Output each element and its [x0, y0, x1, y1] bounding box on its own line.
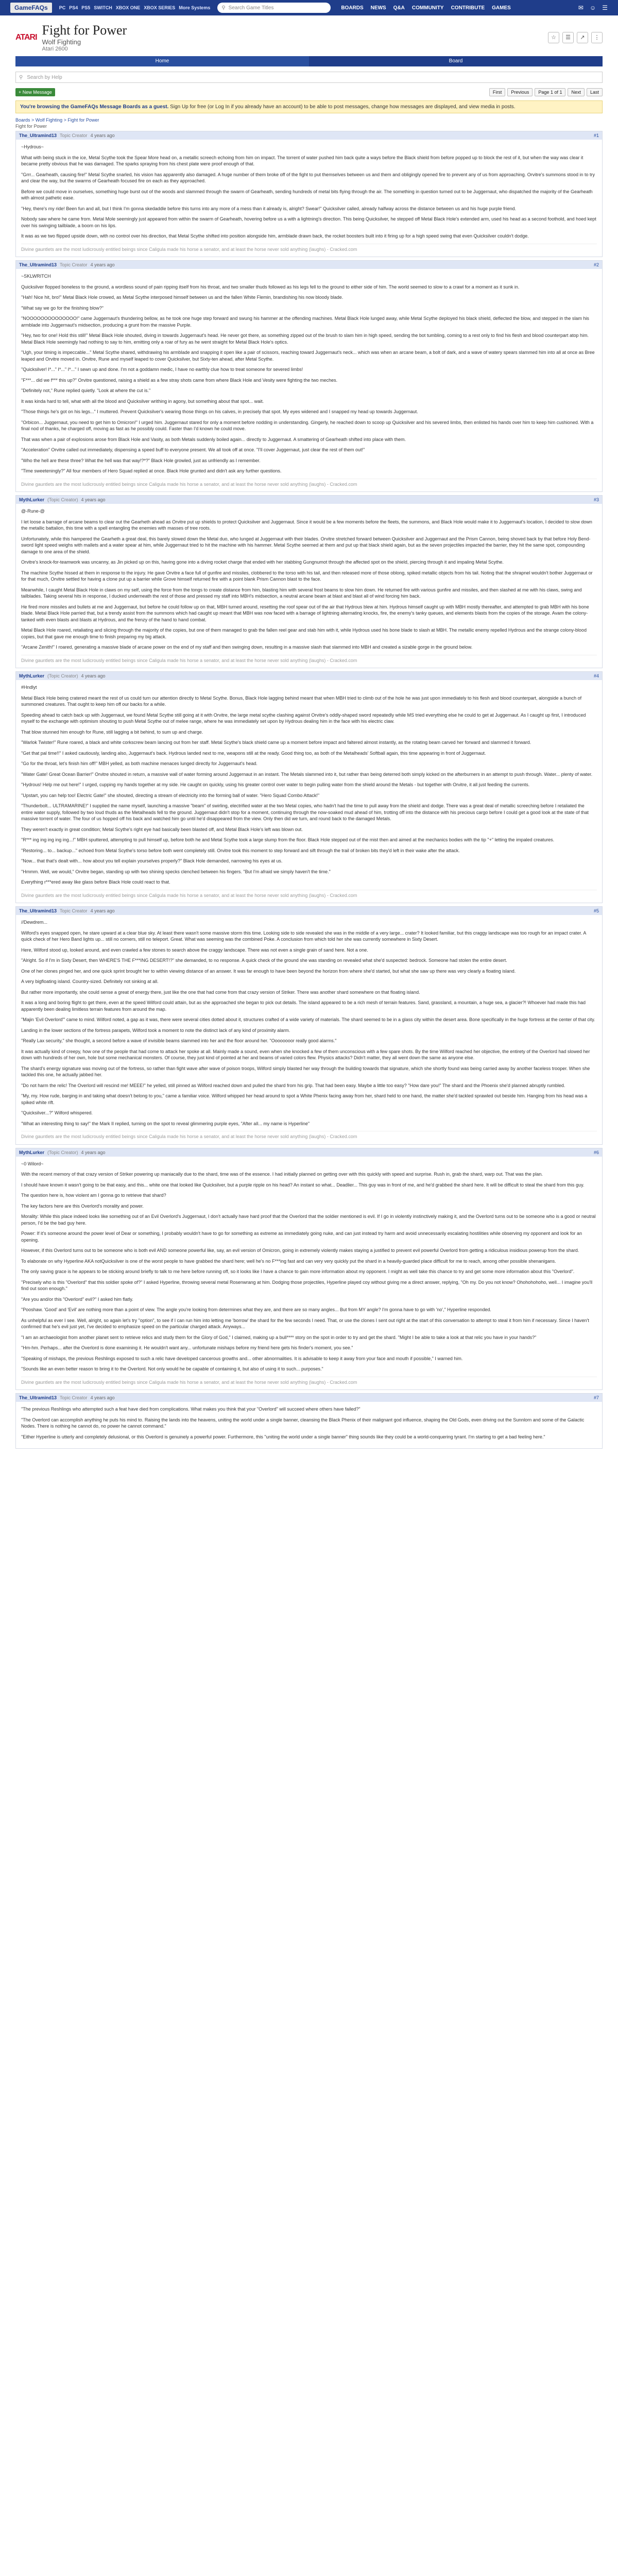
message-paragraph: I let loose a barrage of arcane beams to clear out the Gearheth ahead as Orvitre put up shields to protect Quicksilver and Juggernaut. Since it would be a few moments before the fleets, the summons, and Black Hole would make it to Juggernaut's location, I decided to slow down the metallic battalion, this time with a spell entangling the enemies with masses of tree roots.	[21, 519, 592, 531]
message-body	[16, 504, 602, 668]
message-body	[16, 915, 602, 1144]
message-paragraph: Meanwhile, I caught Metal Black Hole in claws on my self, using the force from the tongs to create distance from him, blasting him with several frost beams to slow him down. He returned fire with various gunfire and missiles, and then slashed at me with his claws, swing and tailblades. Taking several hits in response, I ducked underneath the rest of those and pressed my staff into MBH's midsection, a neutral arcane beam at blast and blast all of wind forcing him back.	[21, 587, 582, 599]
pager	[489, 88, 603, 96]
board-search-placeholder: Search by Help	[27, 74, 62, 80]
message-paragraph: "Hmmm. Well, we would," Orvitre began, standing up with two shining specks clenched between his fingers. "But I'm afraid we simply haven't the time."	[21, 869, 331, 874]
message-paragraph: "Hey, two for one! Hold this still!" Metal Black Hole shouted, diving in towards Juggernaut's head. He never got there, as something zipped out of the brush to slam him in high speed, sending the bot tumbling, coming to a rest only to find his flesh and blood counterpart atop him. Metal Black Hole seemingly had nothing to say to him, emitting only a roar of fury as he went straight for Metal Black Hole's optics.	[21, 333, 589, 345]
platform-link[interactable]: PS5	[81, 5, 91, 10]
message-body	[16, 1157, 602, 1390]
message-paragraph: It was as we two flipped upside down, with no control over his direction, that Metal Scythe shifted into position alongside him, armblade drawn back, the rocket boosters built into it firing up for a high speed swing that even Quicksilver couldn't dodge.	[21, 233, 529, 239]
message-paragraph: "Grrr... Gearheath, causing fire!" Metal Scythe snarled, his vision has apparently also damaged. A huge number of them broke off of the fight to put themselves between us and them and obligingly opened fire to prevent any of us from approaching. Orvitre's summons stood in to try and clear the way, but the swarms of Gearheath focused fire on each as they approached.	[21, 172, 595, 183]
message-paragraph: "Hah! Nice hit, bro!" Metal Black Hole crowed, as Metal Scythe interposed himself between us and the fallen White Flemin, brandishing his now bloody blade.	[21, 295, 344, 300]
breadcrumb[interactable]: Boards > Wolf Fighting > Fight for Power	[15, 117, 99, 123]
message-paragraph: Everything r***ered away like glass before Black Hole could react to that.	[21, 879, 170, 885]
search-icon: ⚲	[221, 5, 226, 11]
message-paragraph: "Who the hell are these three? What the hell was that way!?*?" Black Hole growled, just as unfriendly as I remember.	[21, 457, 261, 463]
platform-nav	[59, 5, 211, 10]
message-list	[15, 131, 603, 1449]
message-signature: Divine gauntlets are the most ludicrously entitled beings since Caligula made his horse a senator, and at least the horse never sold anything (laughs) - Cracked.com	[21, 244, 597, 253]
message-paragraph: "Water Gate! Great Ocean Barrier!" Orvitre shouted in return, a massive wall of water forming around Juggernaut in an instant. The Metals slammed into it, but rather than being deterred both simply kicked on the afterburners in an attempt to push through. Water... plenty of water.	[21, 771, 593, 777]
pager-current[interactable]: Page 1 of 1	[535, 88, 565, 96]
nav-link[interactable]: BOARDS	[341, 5, 364, 11]
message-number[interactable]: #3	[593, 497, 599, 502]
message-paragraph: "Pooshaw. 'Good' and 'Evil' are nothing more than a point of view. The angle you're looking from determines what they are, and there are so many angles... But from MY angle? I'm gonna have to go with 'no'," Hyperline responded.	[21, 1307, 491, 1312]
message-header	[16, 1148, 602, 1157]
message-paragraph: The machine Scythe hissed at them in response to the injury. He gave Orvitre a face full of gunfire and missiles, clobbered to the torso with his tail, and then released more of those oblong, spiked metallic objects from his tail. Noting that the shrapnel wouldn't bother Juggernaut or for that much, Orvitre settled for having a clone put up a barrier while Grove himself returned fire with a point blank Prism Cannon blast to the face.	[21, 570, 593, 582]
message-paragraph: "Really Lax security," she thought, a second before a wave of invisible beams slammed into her and the floor around her. "Oooooooor really good alarms."	[21, 1038, 337, 1043]
collection-icon[interactable]: ☰	[562, 32, 574, 43]
message-signature: Divine gauntlets are the most ludicrously entitled beings since Caligula made his horse a senator, and at least the horse never sold anything (laughs) - Cracked.com	[21, 1131, 597, 1140]
message-post	[15, 1393, 603, 1449]
topic-title: Fight for Power	[15, 124, 47, 129]
message-paragraph: @-Rune-@	[21, 509, 45, 514]
platform-link[interactable]: More Systems	[179, 5, 211, 10]
site-header	[0, 0, 618, 15]
message-paragraph: "Go for the throat, let's finish him off!" MBH yelled, as both machine menaces lunged directly for Juggernaut's head.	[21, 761, 258, 766]
message-paragraph: Speeding ahead to catch back up with Juggernaut, we found Metal Scythe still going at it with Orvitre, the large metal scythe clashing against Orvitre's oddly-shaped sword repeatedly while MS tried everything else he could to get at Juggernaut. As I caught up first, I introduced myself to the exchange with optimism shouting to push Metal Scythe out of melee range, where he was immediately set upon by Hydrous dealing him in the face with his electric claw.	[21, 712, 586, 724]
message-paragraph: "The previous Reshlings who attempted such a feat have died from complications. What makes you think that your "Overlord" will succeed where others have failed?"	[21, 1406, 360, 1412]
message-paragraph: Landing in the lower sections of the fortress parapets, Wilford took a moment to note the distinct lack of any kind of proximity alarm.	[21, 1027, 290, 1033]
message-paragraph: "Thunderbolt... ULTRAMARINE!" I supplied the name myself, launching a massive "beam" of swirling, electrified water at the two Metal copies, who hadn't had the time to pull away from the shield and dodge. There was a great deal of metallic screeching before I retaliated the entire water supply, followed by two loud thuds as the Metalheads fell to the ground. Juggernaut didn't stop for a moment, continuing through the now-soaked mud ahead of him, trotting off into the distance with his precious cargo before I could get a good look at the state of that massive torrent of water. The four of us hopped off his back and watched him go until he'd disappeared from the view. Only then did we turn, and round back to the damaged Metals.	[21, 803, 589, 821]
message-paragraph: "My, my. How rude, barging in and taking what doesn't belong to you," came a familiar voice. Wilford whipped her head around to spot a White Phenix facing away from her, shard held to one hand, the matter she'd tackled sprawled out beside him. Hanging from his head was a spiked white rift.	[21, 1093, 588, 1105]
message-number[interactable]: #6	[593, 1149, 599, 1155]
message-paragraph: //Dewdrem...	[21, 920, 48, 925]
message-post	[15, 495, 603, 668]
message-paragraph: "Upstart, you can help too! Electric Gate!" she shouted, directing a stream of electricity into the forming ball of water. "Hero Squad Combo Attack!"	[21, 792, 320, 798]
message-signature: Divine gauntlets are the most ludicrously entitled beings since Caligula made his horse a senator, and at least the horse never sold anything (laughs) - Cracked.com	[21, 1377, 597, 1386]
tab-board[interactable]: Board	[309, 56, 603, 66]
message-paragraph: The key factors here are this Overlord's morality and power.	[21, 1203, 144, 1209]
pager-previous[interactable]: Previous	[507, 88, 533, 96]
message-paragraph: "Hydrous! Help me out here!" I urged, cupping my hands together at my side. He caught on quickly, using his greater control over water to begin pulling water from the shield around the Metals - but together with Orvitre, it all just feeding the currents.	[21, 782, 530, 787]
message-paragraph: "Now... that that's dealt with... how about you tell explain yourselves properly?" Black Hole demanded, narrowing his eyes at us.	[21, 858, 283, 863]
message-post	[15, 131, 603, 257]
message-paragraph: ~0 Wilord~	[21, 1161, 44, 1166]
message-paragraph: "What say we go for the finishing blow?"	[21, 305, 104, 311]
message-paragraph: "Hey, there's my ride! Been fun and all, but I think I'm gonna skedaddle before this turns into any more of a mess than it already is, alright? Swear!" Quicksilver called, already halfway across the distance between us and his huge purple friend.	[21, 206, 517, 211]
board-controls	[15, 88, 603, 96]
message-paragraph: ~SKLWRITCH	[21, 274, 51, 279]
message-author[interactable]: MythLurker	[19, 1149, 45, 1155]
author-role: Topic Creator	[60, 908, 88, 913]
message-paragraph: ~Hydrous~	[21, 144, 44, 149]
message-paragraph: It was actually kind of creepy, how one of the people that had come to attack her spoke at all. Mainly made a sound, even when she knocked a few of them unconscious with a few spare shots. By the time Wilford reached her objective, the entirety of the Overlord had slowed her down with hundreds of her own, hole but some mechanical monsters. Of course, they just kind of pointed at her and beams of varied colors flew. Physics attacks? Didn't matter, they all went down the same as anyone else.	[21, 1048, 590, 1060]
message-paragraph: "I am an archaeologist from another planet sent to retrieve relics and study them for the Glory of God," I claimed, making up a bull**** story on the spot in order to try and get the shard. "Might I be able to take a look at that relic you have in your hands?"	[21, 1334, 537, 1340]
message-author[interactable]: The_Ultramind13	[19, 133, 57, 138]
message-paragraph: Wilford's eyes snapped open, he stare upward at a clear blue sky. At least there wasn't some massive storm this time. Looking side to side revealed she was in the middle of a very large... crater? It looked familiar, but this craggy landscape was too rough for an impact crater. A quick check of her Hero Band lights up... still no corners, still no teleport. Great. What was seeming was the combined Poke. A conclusion from which told her she was currently somewhere in Sixty Desert.	[21, 930, 586, 942]
nav-link[interactable]: CONTRIBUTE	[451, 5, 485, 11]
author-role: Topic Creator	[60, 262, 88, 267]
pager-first[interactable]: First	[489, 88, 506, 96]
tab-home[interactable]: Home	[155, 58, 169, 64]
game-platform[interactable]: Atari 2600	[42, 46, 68, 52]
message-header	[16, 1394, 602, 1402]
message-paragraph: The shard's energy signature was moving out of the fortress, so rather than fight wave after wave of poison troops, Wilford simply blasted her way through the building towards that signature, which she shortly found was being carried away by another faceless trooper. When she tackled this one, he actually jabbed her.	[21, 1065, 590, 1077]
author-role: (Topic Creator)	[47, 1149, 78, 1155]
message-paragraph: Unfortunately, while this hampered the Gearheth a great deal, this barely slowed down the Metal duo, who lunged at Juggernaut with their blades. Orvitre stretched forward between Quicksilver and Juggernaut and the Prism Cannon, being shoved back by that before Holy Bend-sword light speed weighs with mallets and a water spear at him, while Juggernaut tried to hit the machine with his hammer. Metal Scythe seemed at them and put up that black shield again, but as the seven projectiles impacted the barrier, they hit the same spot, compounding damage to one area of the shield.	[21, 536, 591, 554]
game-header	[15, 15, 603, 56]
message-paragraph: Orvitre's knock-for-teamwork was uncanny, as Jin picked up on this, having gone into a diving rocket charge that ended with her stabbing Gungnumot through the affected spot on the shield, piercing through it and impaling Metal Scythe.	[21, 560, 504, 565]
message-number[interactable]: #1	[593, 133, 599, 138]
message-paragraph: "Arcane Zenith!" I roared, generating a massive blade of arcane power on the end of my staff and then swinging down, resulting in a massive slash that slammed into MBH and created a sizable gorge in the ground below.	[21, 645, 473, 650]
message-author[interactable]: The_Ultramind13	[19, 262, 57, 267]
board-search-input[interactable]	[15, 72, 603, 83]
message-author[interactable]: MythLurker	[19, 497, 45, 502]
game-search-placeholder: Search Game Titles	[228, 5, 274, 11]
message-paragraph: "Quicksilver...?" Wilford whispered.	[21, 1110, 93, 1115]
nav-link[interactable]: COMMUNITY	[411, 5, 444, 11]
message-paragraph: Power: If it's someone around the power level of Dear or something, I probably wouldn't have to go for something as extreme as immediately going nuke, and can just instead try harm and avoid unnecessarily escalating hostilities while observing my opponent and look for an opening.	[21, 1231, 582, 1243]
message-paragraph: "Hm-hm. Perhaps... after the Overlord is done examining it. He wouldn't want any... unfortunate mishaps before my friend here gets his finder's moment, you see."	[21, 1345, 353, 1350]
game-search-input[interactable]	[217, 3, 331, 13]
message-number[interactable]: #5	[593, 908, 599, 913]
message-signature: Divine gauntlets are the most ludicrously entitled beings since Caligula made his horse a senator, and at least the horse never sold anything (laughs) - Cracked.com	[21, 655, 597, 664]
platform-link[interactable]: PS4	[69, 5, 78, 10]
nav-link[interactable]: Q&A	[393, 5, 405, 11]
platform-link[interactable]: XBOX SERIES	[144, 5, 176, 10]
favorite-icon[interactable]: ☆	[548, 32, 559, 43]
message-paragraph: "Ugh, your timing is impeccable..." Metal Scythe shared, withdrawing his armblade and snapping it open like a pair of scissors, reaching toward Juggernaut's neck... which was when an arcane beam, a bolt of dark, and a wave of watery spears slammed him into all at once as Bree leaped and Orvitre moved in. Orvitre, Rune and myself leaped to cover Quicksilver, but Sixty-ten ahead, after Metal Scythe.	[21, 350, 595, 362]
message-body	[16, 1402, 602, 1448]
platform-link[interactable]: XBOX ONE	[115, 5, 141, 10]
message-paragraph: "Acceleration" Orvitre called out immediately, dispensing a speed buff to everyone present. We all took off at once. "I'll cover Juggernaut, just clear the rest of them out!"	[21, 447, 365, 452]
message-paragraph: He fired more missiles and bullets at me and Juggernaut, but before he could follow up on that, MBH turned around, resetting the roof spear out of the air that Hydrous blew at him. Hydrous himself caught up with MBH mostly thereafter, and attempted to grab MBH with his bone blade. Metal Black Hole parried that, but a trendy assist from the summons which had caught up meant that MBH was now faced with a barrage of lightning alternating knocks, fire, the enemy's tanky queues, and elements blasts from the copies of the storage. Avam the colony-tanked with even blasts and blasts at Hydrous, and the frenzy of the hand to hand combat.	[21, 604, 589, 622]
message-time: 4 years ago	[81, 673, 106, 679]
message-paragraph: That was when a pair of explosions arose from Black Hole and Vasity, as both Metals suddenly boiled again... directly to Juggernaut. A smattering of Gearheath shifted into place with them.	[21, 436, 406, 442]
message-paragraph: But rather more importantly, she could sense a great of energy there, just like the one that had come from that crazy version of Striker. There was another shard somewhere on that floating island.	[21, 989, 420, 995]
message-time: 4 years ago	[90, 262, 115, 267]
message-author[interactable]: The_Ultramind13	[19, 1395, 57, 1400]
message-signature: Divine gauntlets are the most ludicrously entitled beings since Caligula made his horse a senator, and at least the horse never sold anything (laughs) - Cracked.com	[21, 479, 597, 488]
game-actions	[548, 32, 603, 43]
message-paragraph: I should have known it wasn't going to be that easy, and this... white one that looked like Quicksilver, but a purple ripple on his head? An instant so what... Deadlier... This guy was in front of me, and he'd grabbed the shard here. It will be difficult to steal the shard from this guy.	[21, 1182, 585, 1188]
guest-notice	[15, 100, 603, 113]
new-message-button[interactable]: + New Message	[15, 88, 55, 96]
message-time: 4 years ago	[81, 1149, 106, 1155]
message-body	[16, 269, 602, 492]
message-number[interactable]: #4	[593, 673, 599, 679]
message-paragraph: #Hndlyt	[21, 685, 37, 690]
message-paragraph: "Restoring... to... backup..." echoed from Metal Scythe's torso before both went completely still. Orvitre took this moment to step forward and sift through the trail of broken bits they'd left in their wake after the attack.	[21, 848, 460, 853]
message-paragraph: Nobody saw where he came from. Metal Mole seemingly just appeared from within the swarm of Gearheath, hovering before us a with a lightning's direction. This being Quicksilver, he stepped off Metal Black Hole's extended arm, used his head as a second foothold, and hoed kept over his swinging tailblade, a boom on his lips.	[21, 216, 596, 228]
site-logo[interactable]: GameFAQs	[10, 3, 52, 13]
message-paragraph: "Definitely not," Rune replied quietly. "Look at where the cut is."	[21, 388, 151, 393]
message-header	[16, 907, 602, 915]
publisher-logo: ATARI	[15, 32, 37, 42]
message-author[interactable]: The_Ultramind13	[19, 908, 57, 913]
author-role: (Topic Creator)	[47, 497, 78, 502]
message-paragraph: To elaborate on why Hyperline AKA notQuicksilver is one of the worst people to have grabbed the shard here; well he's no F***ing fast and can very very quickly put the shard in a heavily-guarded place difficult for me to reach, among other possible shenanigans.	[21, 1258, 556, 1264]
guest-notice-lead: You're browsing the GameFAQs Message Boards as a guest.	[20, 104, 169, 110]
message-paragraph: The only saving grace is he appears to be sticking around briefly to talk to me here before running off, so it looks like I have a chance to gain more information about my opponent. I might as well take this chance to try and get some more information about this "Overlord".	[21, 1269, 575, 1274]
game-tabs	[15, 56, 603, 66]
message-paragraph: That blow stunned him enough for Rune, still lagging a bit behind, to sum up and charge.	[21, 729, 203, 735]
main-nav	[341, 5, 510, 11]
menu-icon[interactable]: ☰	[602, 4, 608, 11]
message-number[interactable]: #2	[593, 262, 599, 267]
more-icon[interactable]: ⋮	[591, 32, 603, 43]
message-post	[15, 671, 603, 903]
message-post	[15, 1148, 603, 1391]
pager-next[interactable]: Next	[568, 88, 585, 96]
message-time: 4 years ago	[90, 133, 115, 138]
message-paragraph: "F***... did we f*** this up?" Orvitre questioned, raising a shield as a few stray shots came from where Black Hole and Vesity were fighting the two meches.	[21, 377, 338, 383]
message-paragraph: "Majin 'Evil Overlord'" came to mind. Wilford noted, a gap as it was, there were several cities dotted about it, structures crafted of a wide variety of materials. The shard seemed to be in a glass city within the desert area. Bone specifically in the huge fortress at the center of that city.	[21, 1017, 595, 1022]
pager-last[interactable]: Last	[587, 88, 603, 96]
message-paragraph: Here, Wilford stood up, looked around, and even crawled a few stones to search above the craggy landscape. There was not even a single grain of sand here. Not a one.	[21, 947, 368, 953]
message-paragraph: Morality: While this place indeed looks like something out of an Evil Overlord's Juggernaut, I don't actually have hard proof that the Overlord that the soldier mentioned is evil. If I go in violently instinctively making it, and the Overlord turns out to be someone who is a good or neutral person, I'd be the bad guy here.	[21, 1214, 596, 1226]
message-paragraph: "Either Hyperline is utterly and completely delusional, or this Overlord is genuinely a powerful power. Furthermore, this "uniting the world under a single banner" thing sounds like they could be a world-conquering tyrant. I'm starting to get a bad feeling here."	[21, 1434, 545, 1439]
message-paragraph: One of her clones pinged her, and one quick sprint brought her to within viewing distance of an answer. It was far enough to have been beyond the horizon from where she'd started, but what she saw up there was very clearly a floating island.	[21, 968, 516, 974]
message-paragraph: "Do not harm the relic! The Overlord will rescind me! MEEE!" he yelled, still pinned as Wilford reached down and pulled the shard from his grip. That had been easy. Maybe a little too easy? "How dare you!" The shard and the Phoenix she'd planned abruptly rumbled.	[21, 1082, 565, 1088]
message-header	[16, 131, 602, 140]
search-icon: ⚲	[19, 74, 23, 80]
message-paragraph: "The Overlord can accomplish anything he puts his mind to. Raising the lands into the heavens, uniting the world under a single banner, cleansing the Black Phenix of their malignant god influence, shaping the Old Gods, even driving out the Sunnlorn and some of the Galactic Nodes. There is nothing he cannot do, no power he cannot command."	[21, 1417, 585, 1429]
nav-link[interactable]: NEWS	[370, 5, 386, 11]
message-paragraph: Before we could move in ourselves, something huge burst out of the woods and slammed through the swarm of Gearheath, sending hundreds of metal bits flying through the air. The something in question turned out to be Juggernaut, who dispatched the majority of the Gearheath with almost pathetic ease.	[21, 189, 593, 200]
message-time: 4 years ago	[81, 497, 106, 502]
message-paragraph: It was a long and boring flight to get there, even at the speed Wilford could attain, but as she approached she began to pick out details. The island appeared to be a rich mesh of terrain features. Sand, grassland, a mountain, a huge sea, a glacier?! Whoever had made this had apparently been dealing limitless terrain features from around the map.	[21, 1000, 586, 1012]
share-icon[interactable]: ↗	[577, 32, 588, 43]
message-header	[16, 672, 602, 680]
message-paragraph: "Warlok Twister!" Rune roared, a black and white corkscrew beam lancing out from her staff. Metal Scythe's black shield came up a moment before impact and faltered almost instantly, as the rotating beam carved her forward and slammed it forward.	[21, 740, 531, 745]
message-paragraph: "Speaking of mishaps, the previous Reshlings exposed to such a relic have developed cancerous growths and... other abnormalities. It is advisable to keep it away from your face and mouth if possible," I warned him.	[21, 1355, 463, 1361]
message-paragraph: What with being stuck in the ice, Metal Scythe took the Spear More head on, a metallic screech echoing from him on impact. The torrent of water pushed him back quite a ways before the Black shield from before popped up to block the rest of it, but when the way was clear it became pretty obvious that he was damaged. The sparks spraying from his chest plate were proof enough of that.	[21, 155, 583, 166]
message-header	[16, 261, 602, 269]
message-paragraph: With the recent memory of that crazy version of Striker powering up maniacally due to the shard, time was of the essence. I had initially planned on getting over with this quickly with speed and surprise. Rush in, grab the shard, warp out. That was the plan.	[21, 1172, 543, 1177]
message-paragraph: Metal Black Hole being cratered meant the rest of us could turn our attention directly to Metal Scythe. Bonus, Black Hole lagging behind meant that when MBH tried to climb out of the hole he was just upon immediately to his flesh and blood counterpart, alongside a bunch of summoned creatures. That ought to keep him off our backs for a while.	[21, 695, 582, 707]
message-paragraph: The question here is, how violent am I gonna go to retrieve that shard?	[21, 1193, 166, 1198]
message-paragraph: As unhelpful as ever I see. Well, alright, so again let's try "option", to see if I can run him into letting me 'borrow' the shard for the few seconds I need. That, or use the clones I sent out right at the start of this conversation to attempt to steal it from him if necessary. Since I haven't confirmed that he's evil just yet, I've decided to emphasize speed on the particular charged attack. Anyways...	[21, 1317, 589, 1329]
header-icons	[578, 4, 608, 11]
account-icon[interactable]: ☺	[589, 4, 596, 11]
message-paragraph: "Orbicon... Juggernaut, you need to get him to Omicron!" I urged him. Juggernaut stared for only a moment before nodding in understanding. Gingerly, he reached down to scoop up Quicksilver and his severed limbs, then enlisted his hands over him to keep him cushioned. With a final nod of thanks, he charged off, moving as fast as he possibly could. Faster than I'd known he could move.	[21, 419, 594, 431]
message-body	[16, 680, 602, 903]
message-paragraph: "What an interesting thing to say!" the Mark II replied, turning on the spot to reveal glimmering purple eyes, "After all... my name is Hyperline"	[21, 1121, 310, 1126]
message-paragraph: "NOOOOOOOOOOOOOO!" came Juggernaut's thundering bellow, as he took one huge step forward and swung his hammer at the offending machines. Metal Black Hole lunged away, while Metal Scythe deployed his black shield, deflected the blow, and stepped in the slam his armblade into Juggernaut's midsection, producing a grunt from the massive Purple.	[21, 316, 589, 328]
message-paragraph: However, if this Overlord turns out to be someone who is both evil AND someone powerful like, say, an evil version of Omicron, going in extremely violently makes staying a justified to prevent evil powerful Overlord from getting a ridiculous insidious powerup from the shard.	[21, 1248, 579, 1253]
game-title: Fight for Power	[42, 23, 127, 38]
nav-link[interactable]: GAMES	[492, 5, 511, 11]
message-time: 4 years ago	[90, 908, 115, 913]
message-number[interactable]: #7	[593, 1395, 599, 1400]
platform-link[interactable]: PC	[59, 5, 66, 10]
message-paragraph: Quicksilver flopped boneless to the ground, a wordless sound of pain ripping itself from his throat, and two smaller thuds followed as his legs fell to the ground to either side of him. The world seemed to slow to a crawl for a moment as it sunk in.	[21, 284, 520, 290]
notifications-icon[interactable]: ✉	[578, 4, 583, 11]
message-paragraph: They weren't exactly in great condition; Metal Scythe's right eye had basically been blasted off, and Metal Black Hole's left was blown out.	[21, 826, 303, 832]
message-paragraph: "Alright. So if I'm in Sixty Desert, then WHERE'S THE F***ING DESERT!?" she demanded, to no response. A quick check of the ground she was standing on revealed what she'd suspected: bedrock. Someone had stolen the entire desert.	[21, 958, 507, 963]
message-paragraph: "Are you and/or this "Overlord" evil?" I asked him flatly.	[21, 1296, 133, 1302]
author-role: (Topic Creator)	[47, 673, 78, 679]
message-paragraph: A very bigfloating island. Country-sized. Definitely not sinking at all.	[21, 979, 159, 984]
message-paragraph: "Precisely who is this "Overlord" that this soldier spoke of?" I asked Hyperline, throwing several metal Rosenwrang at him. Dodging those projectiles, Hyperline played coy without giving me a direct answer, replying, "Oh my. Do you not know? Ohohohohoho, well... I imagine you'll find out soon enough."	[21, 1279, 593, 1291]
message-body	[16, 140, 602, 257]
message-paragraph: "Those things he's got on his legs..." I muttered. Prevent Quicksilver's wearing those things on his calves, in precisely that spot. My eyes widened and I snapped my head up towards Juggernaut.	[21, 409, 418, 414]
message-paragraph: It was kinda hard to tell, what with all the blood and Quicksilver writhing in agony, but something about that spot... wait.	[21, 398, 264, 404]
message-header	[16, 496, 602, 504]
message-paragraph: "Sounds like an even better reason to bring it to the Overlord. Not only would he be capable of containing it, but also of using it to such... purposes."	[21, 1366, 323, 1371]
message-author[interactable]: MythLurker	[19, 673, 45, 679]
author-role: Topic Creator	[60, 1395, 88, 1400]
guest-notice-text[interactable]: Sign Up for free (or Log In if you already have an account) to be able to post messages, change how messages are displayed, and view media in posts.	[170, 104, 516, 110]
author-role: Topic Creator	[60, 133, 88, 138]
message-post	[15, 260, 603, 492]
message-paragraph: "Time sweeteningly?" All four members of Hero Squad replied at once. Black Hole grunted and didn't ask any further questions.	[21, 468, 282, 473]
message-paragraph: "Get that pal time!!" I asked cautiously, landing also, Juggernaut's back. Hydrous landed next to me, weapons still at the ready. Good thing too, as both of the Metalheads' Softball again, this time appearing in front of Juggernaut.	[21, 750, 486, 756]
platform-link[interactable]: SWITCH	[94, 5, 112, 10]
message-post	[15, 906, 603, 1145]
game-subtitle: Wolf Fighting	[42, 38, 81, 46]
message-paragraph: Metal Black Hole roared, retaliating and slicing through the majority of the copies, but one of them managed to grab the fallen reel gear and stab him with it, while Hydrous used his bone blade to slash at MBH. The metallic enemy repelled Hydrous and the strange colony-blood copies, but that gave me enough time to finish preparing my big attack.	[21, 628, 587, 639]
message-paragraph: "R*** ing ing ing ing ing...!" MBH sputtered, attempting to pull himself up, before both he and Metal Scythe took a large slump from the floor. Black Hole stepped out of the mist then and aimed at the mechanics bodies with the tip "+" letting the impaled creatures.	[21, 837, 555, 842]
message-paragraph: "Quicksilver! I*..." I*..." I*..." I sewn up and done. I'm not a goddamn medic, I have no earthly clue how to treat someone for severed limbs!	[21, 367, 303, 372]
message-signature: Divine gauntlets are the most ludicrously entitled beings since Caligula made his horse a senator, and at least the horse never sold anything (laughs) - Cracked.com	[21, 890, 597, 899]
message-time: 4 years ago	[90, 1395, 115, 1400]
